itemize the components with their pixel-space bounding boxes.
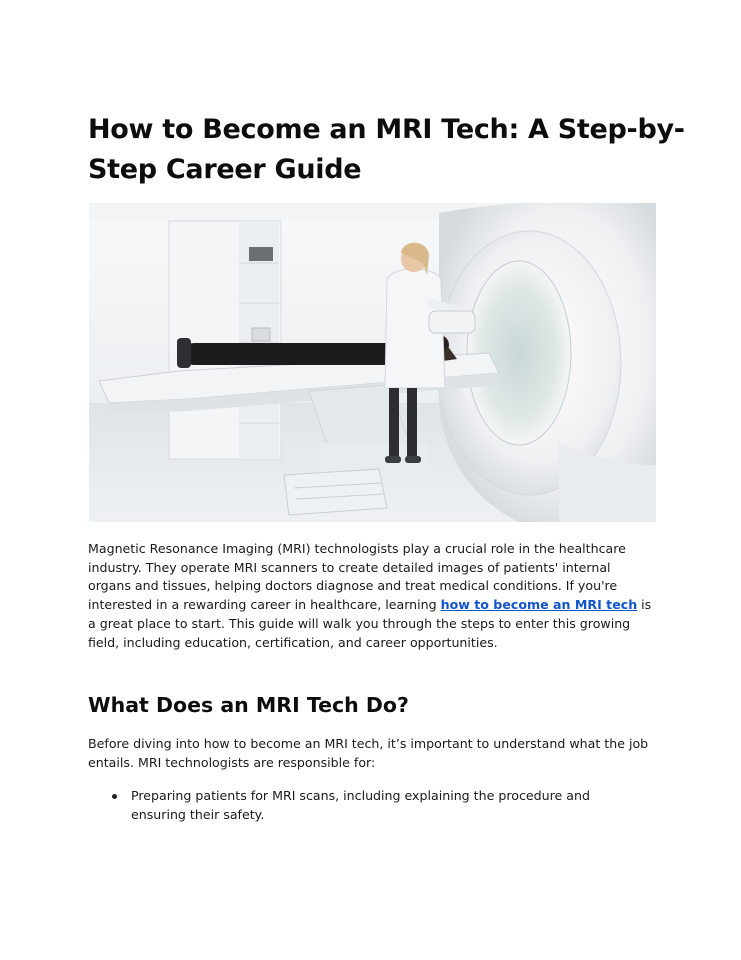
bullet-icon (112, 794, 117, 799)
head-coil (429, 311, 475, 333)
page-title: How to Become an MRI Tech: A Step-by-Step Career Guide (88, 114, 685, 185)
section-lead-paragraph: Before diving into how to become an MRI tech, it’s important to understand what the job entails. MRI technologists are responsible for: (88, 736, 649, 770)
hero-image (89, 203, 656, 522)
list-item-text: Preparing patients for MRI scans, including explaining the procedure and ensuring their safety. (131, 788, 590, 822)
intro-paragraph (88, 540, 653, 652)
intro-text-after-link: is a great place to start. This guide will walk you through the steps to enter this growing field, including education, certification, and career opportunities. (88, 597, 652, 650)
mri-room-illustration (89, 203, 656, 522)
list-item (110, 787, 630, 824)
intro-text-before-link: Magnetic Resonance Imaging (MRI) technologists play a crucial role in the healthcare industry. They operate MRI scanners to create detailed images of patients' internal organs and tissues, helping doctors diagnose and treat medical conditions. If you're interested in a rewarding career in healthcare, learning (88, 541, 626, 613)
responsibilities-list (110, 787, 630, 824)
become-mri-tech-link[interactable]: how to become an MRI tech (440, 597, 638, 613)
section-heading: What Does an MRI Tech Do? (88, 693, 409, 717)
step-stool (284, 469, 387, 515)
